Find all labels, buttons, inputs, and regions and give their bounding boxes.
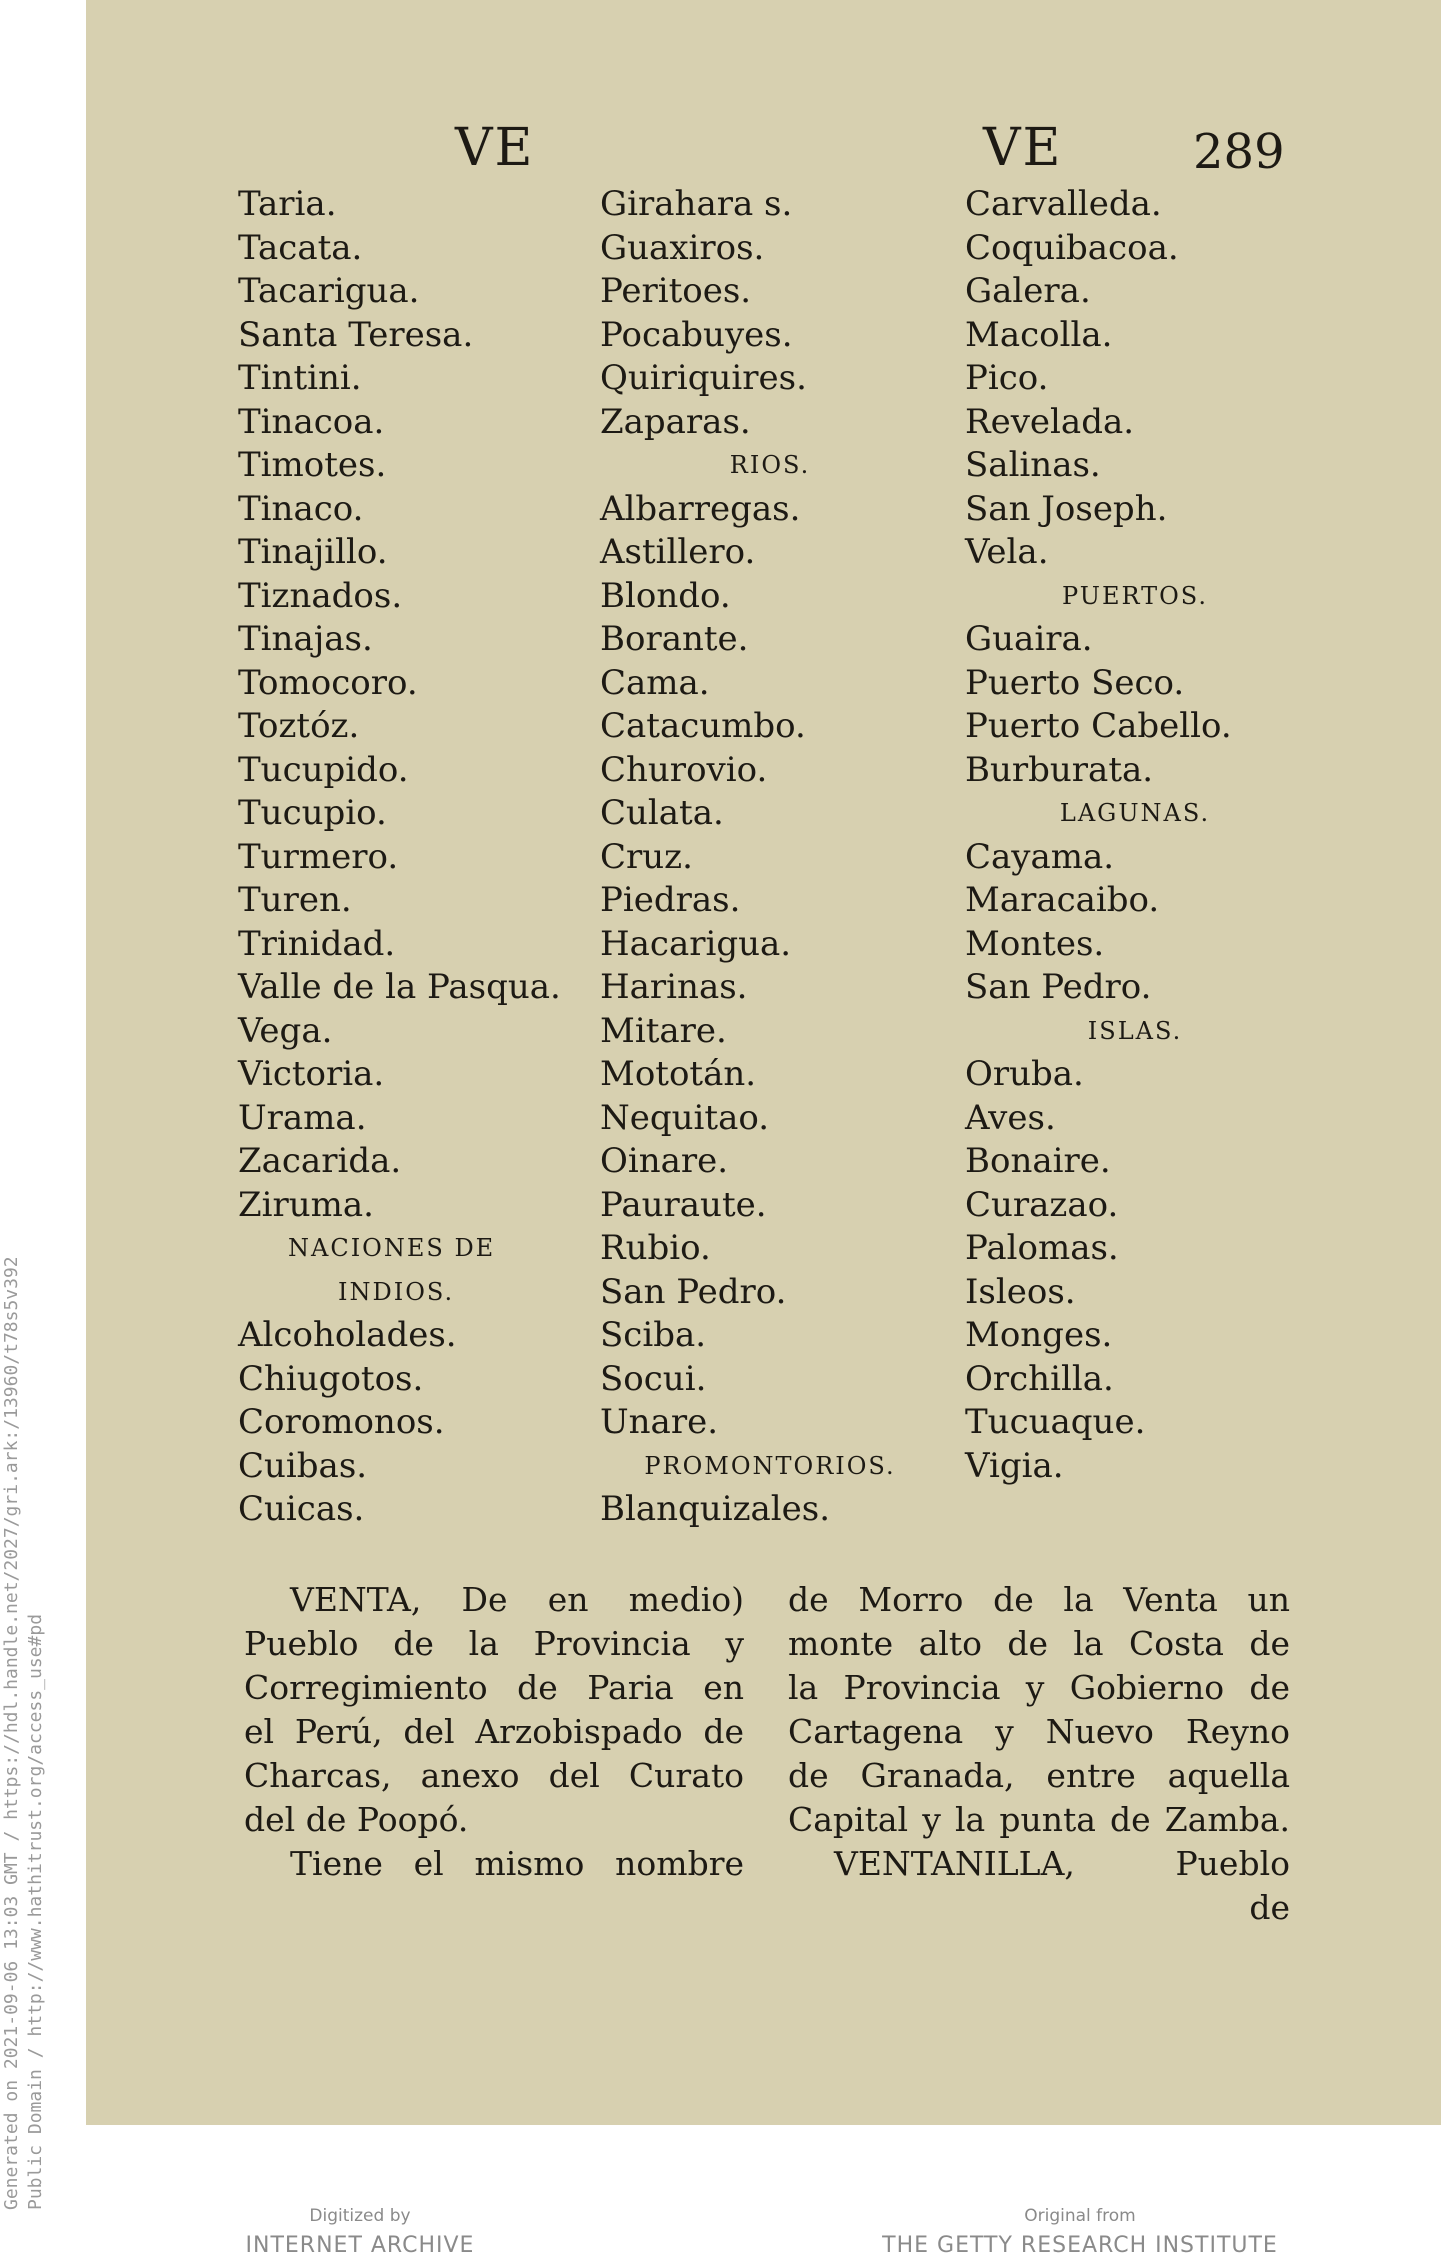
footer-original-from xyxy=(880,2205,1280,2258)
place-name: Piedras. xyxy=(600,880,741,920)
place-name: Ziruma. xyxy=(238,1184,374,1225)
place-name: Borante. xyxy=(600,619,749,659)
place-name: Cama. xyxy=(600,662,710,703)
text-line: Pueblo de la Provincia y xyxy=(244,1624,744,1663)
place-name: Churovio. xyxy=(600,749,768,790)
place-name: Tucupio. xyxy=(238,793,387,833)
place-name: Vela. xyxy=(965,532,1049,572)
place-name: Peritoes. xyxy=(600,271,752,311)
text-line: Tiene el mismo nombre xyxy=(290,1844,744,1883)
place-name: Urama. xyxy=(238,1097,367,1138)
place-name: Revelada. xyxy=(965,401,1135,442)
hathitrust-watermark xyxy=(0,1090,48,2210)
place-name: San Joseph. xyxy=(965,488,1168,529)
running-head-right: VE xyxy=(983,118,1063,178)
place-name: Pico. xyxy=(965,358,1049,398)
place-name: Zaparas. xyxy=(600,401,751,442)
place-name: Toztóz. xyxy=(238,706,360,746)
place-name: Puerto Seco. xyxy=(965,662,1185,703)
place-name: Salinas. xyxy=(965,445,1101,485)
place-name: Guaxiros. xyxy=(600,227,765,268)
section-heading: ISLAS. xyxy=(1087,1016,1183,1045)
place-name: Culata. xyxy=(600,793,724,833)
place-name: Valle de la Pasqua. xyxy=(238,967,561,1007)
place-name: Vega. xyxy=(238,1010,333,1051)
text-line: de Morro de la Venta un xyxy=(788,1580,1290,1619)
place-name: Albarregas. xyxy=(600,488,801,529)
section-heading: INDIOS. xyxy=(338,1277,455,1306)
place-name: Timotes. xyxy=(238,445,387,485)
place-name: Maracaibo. xyxy=(965,880,1160,920)
place-name: Cuicas. xyxy=(238,1489,365,1529)
page-number: 289 xyxy=(1193,124,1285,180)
place-name: Isleos. xyxy=(965,1271,1076,1312)
place-list-column-1 xyxy=(238,183,578,1532)
place-name: Blanquizales. xyxy=(600,1489,830,1529)
internet-archive-logo-text: INTERNET ARCHIVE xyxy=(245,2233,475,2258)
place-name: Aves. xyxy=(965,1097,1056,1138)
entry-ventanilla-headword-line: VENTANILLA, Pueblo xyxy=(834,1844,1290,1883)
place-name: Astillero. xyxy=(600,532,756,572)
entry-venta-text xyxy=(244,1578,744,1886)
text-line: Charcas, anexo del Curato xyxy=(244,1756,744,1795)
place-name: Oinare. xyxy=(600,1141,729,1181)
text-line: VENTA, De en medio) xyxy=(290,1580,744,1619)
place-name: Blondo. xyxy=(600,575,731,616)
text-line: Cartagena y Nuevo Reyno xyxy=(788,1712,1290,1751)
place-name: Oruba. xyxy=(965,1054,1084,1094)
text-line: monte alto de la Costa de xyxy=(788,1624,1290,1663)
footer-left-caption: Digitized by xyxy=(309,2206,411,2226)
entry-venta-continuation-text xyxy=(788,1578,1290,1930)
text-line: Capital y la punta de Zamba. xyxy=(788,1800,1290,1839)
place-list-column-3 xyxy=(965,183,1305,1488)
place-name: Socui. xyxy=(600,1358,707,1399)
place-name: Mitare. xyxy=(600,1010,727,1051)
place-name: Unare. xyxy=(600,1402,719,1442)
place-name: Orchilla. xyxy=(965,1358,1114,1399)
place-name: Palomas. xyxy=(965,1228,1119,1268)
place-name: Tiznados. xyxy=(238,575,403,616)
place-name: Tucupido. xyxy=(238,749,409,790)
footer-right-caption: Original from xyxy=(1024,2206,1136,2226)
place-name: Tinacoa. xyxy=(238,401,385,442)
place-name: San Pedro. xyxy=(600,1271,787,1312)
place-name: Tinaco. xyxy=(238,488,364,529)
place-name: Harinas. xyxy=(600,967,748,1007)
place-name: Tintini. xyxy=(238,358,362,398)
place-name: Tinajas. xyxy=(238,619,373,659)
place-name: Pocabuyes. xyxy=(600,314,793,355)
place-name: Quiriquires. xyxy=(600,358,807,398)
place-name: Guaira. xyxy=(965,619,1093,659)
place-name: San Pedro. xyxy=(965,967,1152,1007)
text-line: Corregimiento de Paria en xyxy=(244,1668,744,1707)
place-name: Trinidad. xyxy=(238,923,396,964)
place-name: Tacata. xyxy=(238,227,363,268)
place-name: Macolla. xyxy=(965,314,1113,355)
place-name: Coquibacoa. xyxy=(965,227,1179,268)
watermark-line-generated: Generated on 2021-09-06 13:03 GMT / https://hdl.handle.net/2027/gri.ark:/13960/t78s5v392 xyxy=(1,1256,22,2210)
place-name: Tomocoro. xyxy=(238,662,418,703)
place-name: Carvalleda. xyxy=(965,184,1162,224)
place-name: Tucuaque. xyxy=(965,1402,1146,1442)
watermark-line-license: Public Domain / http://www.hathitrust.org/access_use#pd xyxy=(25,1613,46,2210)
place-name: Tacarigua. xyxy=(238,271,420,311)
place-name: Chiugotos. xyxy=(238,1358,424,1399)
place-name: Curazao. xyxy=(965,1184,1119,1225)
place-name: Cayama. xyxy=(965,836,1115,877)
place-name: Pauraute. xyxy=(600,1184,767,1225)
place-name: Turen. xyxy=(238,880,352,920)
catchword: de xyxy=(1249,1888,1290,1927)
place-name: Coromonos. xyxy=(238,1402,445,1442)
place-name: Zacarida. xyxy=(238,1141,402,1181)
text-line: el Perú, del Arzobispado de xyxy=(244,1712,744,1751)
footer-digitized-by xyxy=(240,2205,480,2258)
place-name: Victoria. xyxy=(238,1054,385,1094)
section-heading: RIOS. xyxy=(729,451,811,479)
place-name: Turmero. xyxy=(238,836,399,877)
place-name: Galera. xyxy=(965,271,1091,311)
place-name: Burburata. xyxy=(965,749,1154,790)
place-name: Puerto Cabello. xyxy=(965,706,1232,746)
place-name: Monges. xyxy=(965,1315,1113,1355)
place-name: Girahara s. xyxy=(600,184,793,224)
place-name: Cruz. xyxy=(600,836,693,877)
section-heading: NACIONES DE xyxy=(288,1234,496,1262)
section-heading: PUERTOS. xyxy=(1061,581,1209,610)
place-name: Rubio. xyxy=(600,1228,711,1268)
running-head-left: VE xyxy=(455,118,535,178)
section-heading: PROMONTORIOS. xyxy=(644,1451,896,1480)
place-name: Santa Teresa. xyxy=(238,314,474,355)
place-name: Nequitao. xyxy=(600,1097,770,1138)
text-line: de Granada, entre aquella xyxy=(788,1756,1290,1795)
place-name: Vigia. xyxy=(965,1445,1064,1486)
place-name: Hacarigua. xyxy=(600,923,792,964)
place-name: Taria. xyxy=(238,184,337,224)
place-name: Bonaire. xyxy=(965,1141,1111,1181)
place-name: Catacumbo. xyxy=(600,706,806,746)
place-name: Cuibas. xyxy=(238,1445,368,1486)
place-name: Mototán. xyxy=(600,1054,757,1094)
place-name: Tinajillo. xyxy=(238,532,388,572)
place-list-column-2 xyxy=(600,183,940,1532)
place-name: Montes. xyxy=(965,923,1105,964)
section-heading: LAGUNAS. xyxy=(1059,799,1211,827)
text-line: la Provincia y Gobierno de xyxy=(788,1668,1290,1707)
place-name: Alcoholades. xyxy=(238,1315,457,1355)
text-line: del de Poopó. xyxy=(244,1800,469,1839)
getty-logo-text: THE GETTY RESEARCH INSTITUTE xyxy=(882,2233,1278,2258)
place-name: Sciba. xyxy=(600,1315,707,1355)
